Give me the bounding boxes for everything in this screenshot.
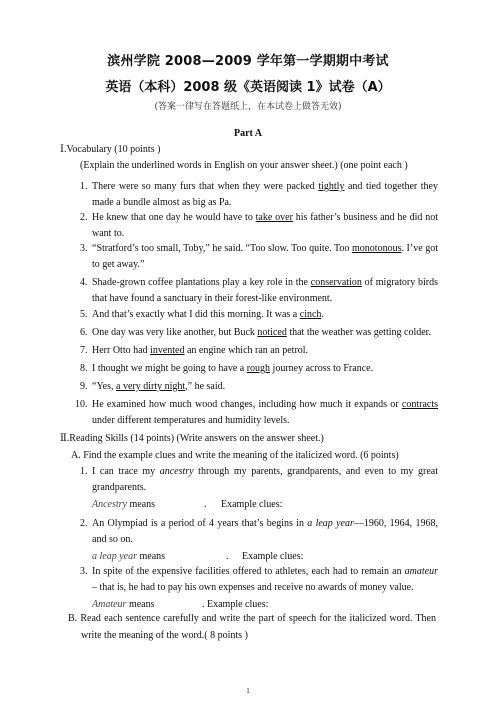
exam-title: 滨州学院 2008—2009 学年第一学期期中考试 bbox=[107, 54, 389, 69]
example-clues-label: Example clues: bbox=[221, 499, 283, 510]
vocab-item-number: 10. bbox=[75, 399, 88, 410]
vocab-item-line2: that have found a sanctuary in their forest-like environment. bbox=[92, 293, 333, 304]
vocab-item-number: 6. bbox=[80, 327, 88, 338]
reading-item-line2: – that is, he had to pay his own expenses and receive no awards of money value. bbox=[92, 582, 414, 593]
reading-item-line2: grandparents. bbox=[92, 482, 147, 493]
vocab-item-line2: made a bundle almost as big as Pa. bbox=[92, 197, 232, 208]
underlined-word: conservation bbox=[310, 277, 362, 288]
vocab-item-line1: I thought we might be going to have a rough journey across to France. bbox=[92, 363, 374, 374]
reading-item-number: 3. bbox=[80, 566, 88, 577]
vocab-item-number: 3. bbox=[80, 243, 88, 254]
vocab-item-number: 1. bbox=[80, 181, 88, 192]
answer-prompt: Amateur means bbox=[92, 599, 155, 610]
vocab-item-line1: “Yes, a very dirty night,” he said. bbox=[92, 381, 226, 392]
vocab-item-line1: Herr Otto had invented an engine which ran an petrol. bbox=[92, 345, 309, 356]
vocab-item-number: 9. bbox=[80, 381, 88, 392]
reading-item-line1: An Olympiad is a period of 4 years that’s begins in a leap year—1960, 1964, 1968, bbox=[92, 518, 438, 529]
example-clues-label: Example clues: bbox=[242, 551, 304, 562]
underlined-word: rough bbox=[246, 363, 271, 374]
vocab-item-line2: want to. bbox=[92, 228, 125, 239]
section2-heading: Ⅱ.Reading Skills (14 points) (Write answers on the answer sheet.) bbox=[60, 433, 324, 444]
section1-heading: Ⅰ.Vocabulary (10 points ) bbox=[60, 144, 161, 155]
reading-item-number: 2. bbox=[80, 518, 88, 529]
section1-instruction: (Explain the underlined words in English on your answer sheet.) (one point each ) bbox=[80, 160, 408, 171]
answer-prompt: a leap year means bbox=[92, 551, 166, 562]
underlined-word: contracts bbox=[401, 399, 438, 410]
vocab-item-number: 7. bbox=[80, 345, 88, 356]
underlined-word: cinch bbox=[299, 309, 322, 320]
reading-item-line1: In spite of the expensive facilities offered to athletes, each had to remain an amateur bbox=[92, 566, 438, 577]
answer-word: Amateur bbox=[92, 599, 127, 610]
answer-prompt: Ancestry means bbox=[92, 499, 156, 510]
vocab-item-number: 5. bbox=[80, 309, 88, 320]
answer-dot: . bbox=[226, 551, 229, 562]
underlined-word: noticed bbox=[257, 327, 287, 338]
vocab-item-number: 2. bbox=[80, 212, 88, 223]
answer-note: (答案一律写在答题纸上，在本试卷上做答无效) bbox=[154, 102, 342, 112]
section2b-heading-line1: B. Read each sentence carefully and write the part of speech for the italicized word. Then bbox=[68, 613, 436, 624]
reading-item-line1: I can trace my ancestry through my parents, grandparents, and even to my great bbox=[92, 466, 438, 477]
vocab-item-line1: One day was very like another, but Buck noticed that the weather was getting colder. bbox=[92, 327, 431, 338]
italic-word: ancestry bbox=[159, 466, 194, 477]
vocab-item-line2: to get away.” bbox=[92, 259, 145, 270]
vocab-item-line1: There were so many furs that when they were packed tightly and tied together they bbox=[92, 181, 438, 192]
reading-item-line2: and so on. bbox=[92, 534, 133, 545]
page-number: 1 bbox=[246, 687, 250, 695]
vocab-item-number: 4. bbox=[80, 277, 88, 288]
vocab-item-line1: He examined how much wood changes, including how much it expands or contracts bbox=[92, 399, 438, 410]
vocab-item-line1: And that’s exactly what I did this morning. It was a cinch. bbox=[92, 309, 324, 320]
answer-word: a leap year bbox=[92, 551, 137, 562]
example-clues-label: . Example clues: bbox=[202, 599, 269, 610]
vocab-item-line1: He knew that one day he would have to take over his father’s business and he did not bbox=[92, 212, 438, 223]
underlined-word: take over bbox=[255, 212, 293, 223]
underlined-word: a very dirty night bbox=[116, 381, 186, 392]
italic-word: amateur bbox=[404, 566, 438, 577]
answer-dot: . bbox=[204, 499, 207, 510]
vocab-item-number: 8. bbox=[80, 363, 88, 374]
vocab-item-line1: “Stratford’s too small, Toby,” he said. “Too slow. Too quite. Too monotonous. I’ve got bbox=[92, 243, 438, 254]
part-heading: Part A bbox=[233, 128, 263, 139]
underlined-word: tightly bbox=[318, 181, 345, 192]
section2a-heading: A. Find the example clues and write the meaning of the italicized word. (6 points) bbox=[71, 450, 399, 461]
exam-subtitle: 英语（本科）2008 级《英语阅读 1》试卷（A） bbox=[105, 80, 391, 95]
answer-word: Ancestry bbox=[92, 499, 127, 510]
reading-item-number: 1. bbox=[80, 466, 88, 477]
vocab-item-line1: Shade-grown coffee plantations play a key role in the conservation of migratory birds bbox=[92, 277, 438, 288]
underlined-word: invented bbox=[150, 345, 185, 356]
vocab-item-line2: under different temperatures and humidity levels. bbox=[92, 415, 290, 426]
italic-word: a leap year bbox=[307, 518, 354, 529]
section2b-heading-line2: write the meaning of the word.( 8 points ) bbox=[81, 630, 248, 641]
underlined-word: monotonous bbox=[352, 243, 402, 254]
